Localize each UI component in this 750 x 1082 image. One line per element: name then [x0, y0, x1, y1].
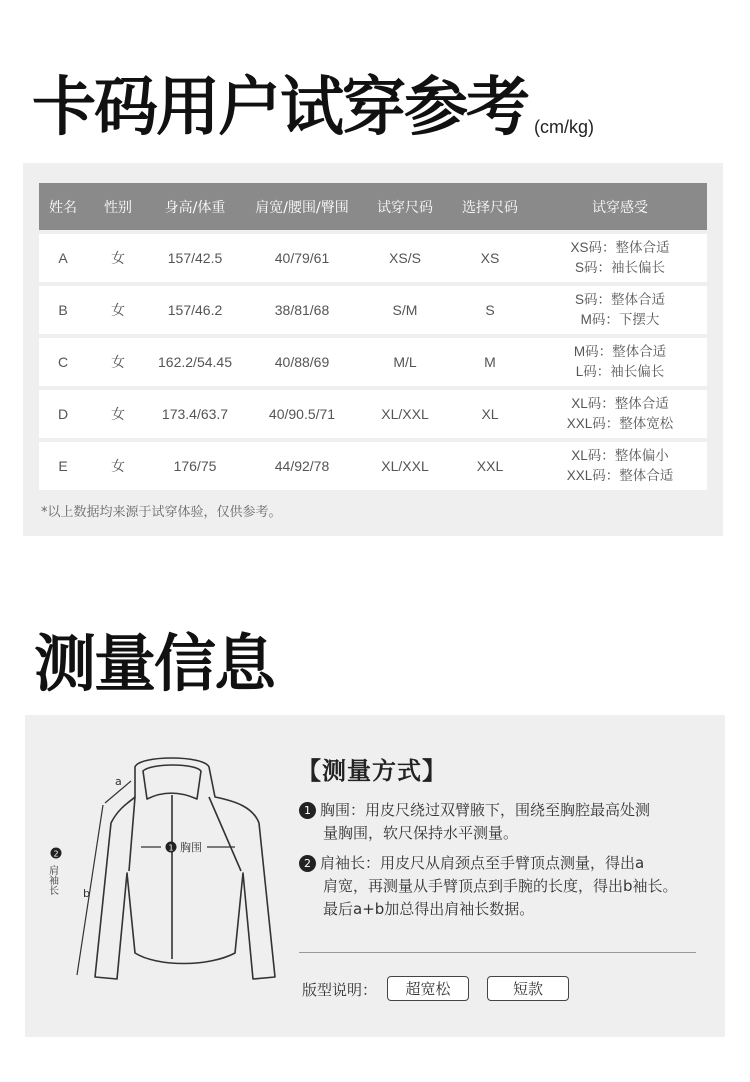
method-line: 量胸围，软尺保持水平测量。: [323, 824, 519, 842]
hood-inner: [143, 765, 201, 799]
cell-chosen-size: XL: [481, 406, 499, 422]
cell-height-weight: 173.4/63.7: [161, 406, 229, 422]
cell-measurements: 40/88/69: [274, 354, 330, 370]
cell-name: D: [57, 406, 69, 422]
table-header: [39, 183, 707, 230]
cell-name: C: [57, 354, 69, 370]
method-item-chest: [299, 799, 719, 845]
cell-chosen-size: M: [484, 354, 496, 370]
feel-line: S码：袖长偏长: [574, 260, 665, 275]
sleeve-label: 肩袖长: [46, 865, 58, 895]
method-line: 最后a+b加总得出肩袖长数据。: [323, 900, 535, 918]
cell-measurements: 38/81/68: [274, 302, 330, 318]
cell-height-weight: 176/75: [173, 458, 217, 474]
fit-tag-short: 短款: [487, 976, 569, 1001]
feel-line: XL码：整体偏小: [571, 448, 669, 463]
step-number: 2: [299, 855, 316, 872]
method-line: [299, 852, 719, 875]
feel-line: XL码：整体合适: [571, 396, 669, 411]
left-seam: [129, 797, 135, 871]
cell-feel: [533, 390, 707, 438]
size-reference-panel: [23, 163, 723, 536]
method-text: 胸围：用皮尺绕过双臂腋下，围绕至胸腔最高处测: [320, 801, 651, 819]
table-row: [39, 390, 707, 438]
feel-line: S码：整体合适: [574, 292, 665, 307]
measurement-panel: [25, 715, 725, 1037]
cell-tried-size: M/L: [393, 354, 417, 370]
table-row: [39, 234, 707, 282]
cell-feel: [533, 338, 707, 386]
feel-line: XXL码：整体合适: [566, 468, 674, 483]
jacket-outline: [95, 758, 275, 979]
header-tried-size: 试穿尺码: [377, 199, 433, 216]
cell-gender: 女: [111, 458, 125, 474]
method-line: [299, 799, 719, 822]
feel-line: XXL码：整体宽松: [566, 416, 674, 431]
table-row: [39, 338, 707, 386]
header-feel: 试穿感受: [592, 199, 648, 216]
unit-label: (cm/kg): [534, 117, 594, 137]
cell-tried-size: XS/S: [389, 250, 421, 266]
feel-line: M码：整体合适: [573, 344, 667, 359]
cell-name: A: [58, 250, 68, 266]
cell-gender: 女: [111, 250, 125, 266]
header-gender: 性别: [104, 199, 132, 216]
cell-tried-size: S/M: [392, 302, 418, 318]
cell-measurements: 40/90.5/71: [268, 406, 336, 422]
cell-tried-size: XL/XXL: [381, 406, 429, 422]
cell-gender: 女: [111, 302, 125, 318]
cell-chosen-size: S: [485, 302, 495, 318]
right-seam: [209, 797, 241, 871]
method-line: 肩宽，再测量从手臂顶点到手腕的长度，得出b袖长。: [323, 877, 678, 895]
fit-label: 版型说明：: [302, 981, 378, 999]
fit-tag-oversized: 超宽松: [387, 976, 469, 1001]
cell-name: B: [58, 302, 68, 318]
jacket-diagram: [39, 745, 294, 995]
cell-height-weight: 157/46.2: [167, 302, 223, 318]
header-chosen-size: 选择尺码: [462, 199, 518, 216]
chest-label: 胸围: [180, 841, 202, 854]
cell-feel: [533, 286, 707, 334]
step-number: 1: [299, 802, 316, 819]
cell-name: E: [58, 458, 68, 474]
header-height-weight: 身高/体重: [164, 199, 226, 216]
disclaimer-note: *以上数据均来源于试穿体验，仅供参考。: [41, 505, 282, 520]
table-row: [39, 442, 707, 490]
feel-line: L码：袖长偏长: [575, 364, 665, 379]
cell-feel: [533, 442, 707, 490]
label-b: b: [83, 887, 90, 900]
chest-marker-num: 1: [168, 843, 174, 853]
measurement-title: 测量信息: [34, 627, 275, 700]
header-name: 姓名: [49, 199, 77, 216]
method-item-sleeve: [299, 852, 719, 921]
size-reference-heading: 卡码用户试穿参考: [32, 71, 528, 145]
cell-measurements: 44/92/78: [274, 458, 330, 474]
label-a: a: [115, 775, 122, 788]
cell-chosen-size: XS: [480, 250, 500, 266]
divider: [299, 952, 696, 953]
method-text: 肩袖长：用皮尺从肩颈点至手臂顶点测量，得出a: [320, 854, 645, 872]
feel-line: XS码：整体合适: [570, 240, 670, 255]
table-row: [39, 286, 707, 334]
cell-gender: 女: [111, 354, 125, 370]
cell-chosen-size: XXL: [476, 458, 504, 474]
cell-height-weight: 157/42.5: [167, 250, 223, 266]
cell-height-weight: 162.2/54.45: [158, 354, 232, 370]
cell-measurements: 40/79/61: [274, 250, 330, 266]
header-measurements: 肩宽/腰围/臀围: [255, 199, 349, 216]
sleeve-marker-num: 2: [53, 849, 59, 859]
cell-gender: 女: [111, 406, 125, 422]
cell-tried-size: XL/XXL: [381, 458, 429, 474]
dimension-b-line: [77, 805, 103, 975]
size-reference-title: [32, 70, 594, 146]
method-heading: 【测量方式】: [297, 757, 447, 785]
cell-feel: [533, 234, 707, 282]
feel-line: M码：下摆大: [580, 312, 660, 327]
